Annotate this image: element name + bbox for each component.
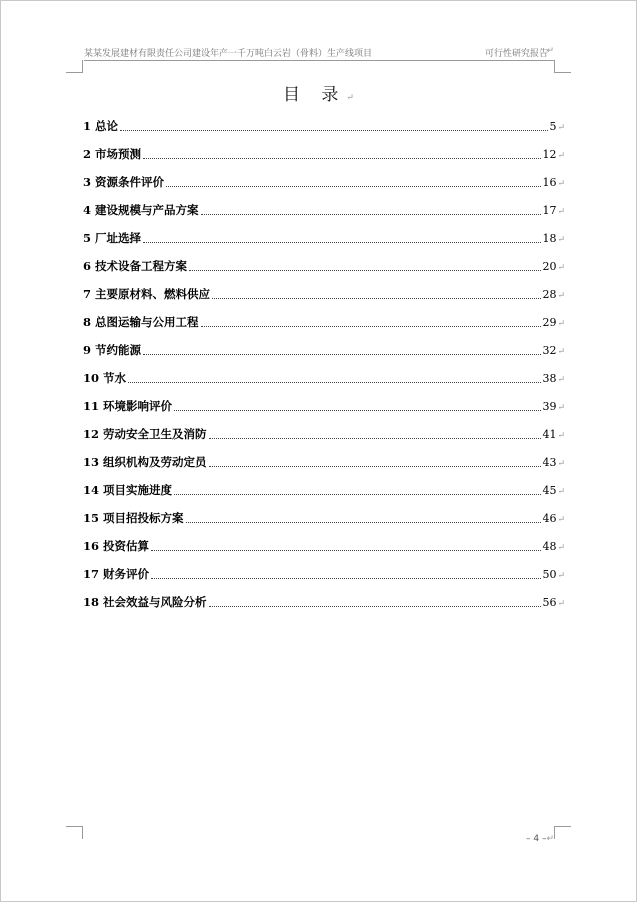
toc-dot-leader [166,185,541,187]
toc-entry-label: 13 组织机构及劳动定员 [83,455,207,469]
toc-dot-leader [209,465,542,467]
toc-entry[interactable] [83,336,565,364]
toc-entry[interactable] [83,196,565,224]
toc-entry-label: 12 劳动安全卫生及消防 [83,427,207,441]
toc-page-number: 38 [542,371,557,385]
toc-entry[interactable] [83,112,565,140]
toc-entry-page [541,456,565,469]
toc-page-number: 16 [542,175,557,189]
toc-entry[interactable] [83,168,565,196]
toc-entry[interactable] [83,448,565,476]
paragraph-mark-icon: ↵ [557,570,565,581]
toc-dot-leader [143,241,541,243]
toc-entry-label: 10 节水 [83,371,127,385]
toc-entry-page [541,288,565,301]
toc-dot-leader [128,381,541,383]
toc-dot-leader [174,493,541,495]
toc-dot-leader [186,521,542,523]
header-report-type: 可行性研究报告 [484,49,548,59]
page-header [84,46,554,61]
paragraph-mark-icon: ↵ [557,150,565,161]
toc-dot-leader [201,325,542,327]
toc-entry[interactable] [83,588,565,616]
toc-entry[interactable] [83,560,565,588]
toc-entry-label: 9 节约能源 [83,343,142,357]
page-number: – 4 – [526,834,547,844]
toc-entry-label: 11 环境影响评价 [83,399,173,413]
toc-page-number: 12 [542,147,557,161]
toc-entry-label: 3 资源条件评价 [83,175,165,189]
crop-mark-top-left [66,60,83,73]
paragraph-mark-icon: ↵ [557,206,565,217]
toc-dot-leader [174,409,541,411]
toc-entry-page [541,148,565,161]
paragraph-mark-icon: ↵ [557,290,565,301]
toc-entry-page [541,176,565,189]
toc-dot-leader [143,353,541,355]
toc-entry[interactable] [83,308,565,336]
toc-dot-leader [212,297,541,299]
table-of-contents [83,112,565,616]
toc-dot-leader [201,213,542,215]
toc-heading [0,80,637,105]
paragraph-mark-icon: ↵ [557,486,565,497]
toc-entry-page [541,372,565,385]
toc-entry-page [541,512,565,525]
toc-entry[interactable] [83,504,565,532]
toc-dot-leader [143,157,541,159]
page-footer [526,834,554,844]
toc-page-number: 46 [542,511,557,525]
toc-entry-page [541,428,565,441]
paragraph-mark-icon: ↵ [557,430,565,441]
paragraph-mark-icon: ↵ [557,234,565,245]
toc-entry-label: 6 技术设备工程方案 [83,259,188,273]
toc-page-number: 41 [542,427,557,441]
crop-mark-bottom-left [66,826,83,839]
paragraph-mark-icon: ↵ [557,122,565,133]
toc-entry-page [541,316,565,329]
toc-entry-page [541,400,565,413]
toc-entry[interactable] [83,532,565,560]
paragraph-mark-icon: ↵ [346,93,354,103]
toc-entry[interactable] [83,420,565,448]
toc-entry-label: 16 投资估算 [83,539,150,553]
toc-entry-label: 18 社会效益与风险分析 [83,595,207,609]
paragraph-mark-icon: ↵ [557,542,565,553]
paragraph-mark-icon: ↵ [546,834,554,844]
toc-dot-leader [209,437,542,439]
toc-entry-label: 17 财务评价 [83,567,150,581]
paragraph-mark-icon: ↵ [557,262,565,273]
toc-page-number: 29 [542,315,557,329]
toc-page-number: 45 [542,483,557,497]
paragraph-mark-icon: ↵ [546,46,554,56]
crop-mark-bottom-right [554,826,571,839]
toc-dot-leader [151,577,541,579]
toc-dot-leader [189,269,541,271]
toc-entry[interactable] [83,364,565,392]
paragraph-mark-icon: ↵ [557,318,565,329]
paragraph-mark-icon: ↵ [557,374,565,385]
paragraph-mark-icon: ↵ [557,458,565,469]
paragraph-mark-icon: ↵ [557,178,565,189]
toc-page-number: 48 [542,539,557,553]
toc-entry-page [541,568,565,581]
toc-entry-label: 14 项目实施进度 [83,483,173,497]
toc-entry-label: 4 建设规模与产品方案 [83,203,199,217]
toc-page-number: 43 [542,455,557,469]
toc-entry[interactable] [83,476,565,504]
toc-entry-page [541,596,565,609]
toc-page-number: 17 [542,203,557,217]
toc-dot-leader [209,605,542,607]
header-project-title: 某某发展建材有限责任公司建设年产一千万吨白云岩（骨料）生产线项目 [84,49,373,59]
toc-entry-page [541,484,565,497]
toc-entry-label: 8 总图运输与公用工程 [83,315,199,329]
toc-page-number: 28 [542,287,557,301]
toc-entry-label: 5 厂址选择 [83,231,142,245]
toc-page-number: 5 [549,119,557,133]
toc-entry[interactable] [83,252,565,280]
toc-page-number: 18 [542,231,557,245]
toc-page-number: 56 [542,595,557,609]
toc-page-number: 32 [542,343,557,357]
paragraph-mark-icon: ↵ [557,514,565,525]
crop-mark-top-right [554,60,571,73]
toc-heading-text: 目 录 [283,85,347,105]
paragraph-mark-icon: ↵ [557,598,565,609]
toc-entry-label: 2 市场预测 [83,147,142,161]
toc-entry-label: 1 总论 [83,119,119,133]
toc-entry[interactable] [83,280,565,308]
toc-entry-label: 15 项目招投标方案 [83,511,184,525]
toc-dot-leader [151,549,541,551]
toc-page-number: 39 [542,399,557,413]
toc-entry-page [541,204,565,217]
toc-entry-page [541,344,565,357]
toc-entry-label: 7 主要原材料、燃料供应 [83,287,211,301]
toc-entry[interactable] [83,140,565,168]
toc-entry-page [541,232,565,245]
toc-entry[interactable] [83,392,565,420]
toc-dot-leader [120,129,548,131]
toc-entry[interactable] [83,224,565,252]
toc-page-number: 50 [542,567,557,581]
toc-entry-page [541,260,565,273]
paragraph-mark-icon: ↵ [557,346,565,357]
toc-entry-page [548,120,565,133]
toc-entry-page [541,540,565,553]
paragraph-mark-icon: ↵ [557,402,565,413]
toc-page-number: 20 [542,259,557,273]
